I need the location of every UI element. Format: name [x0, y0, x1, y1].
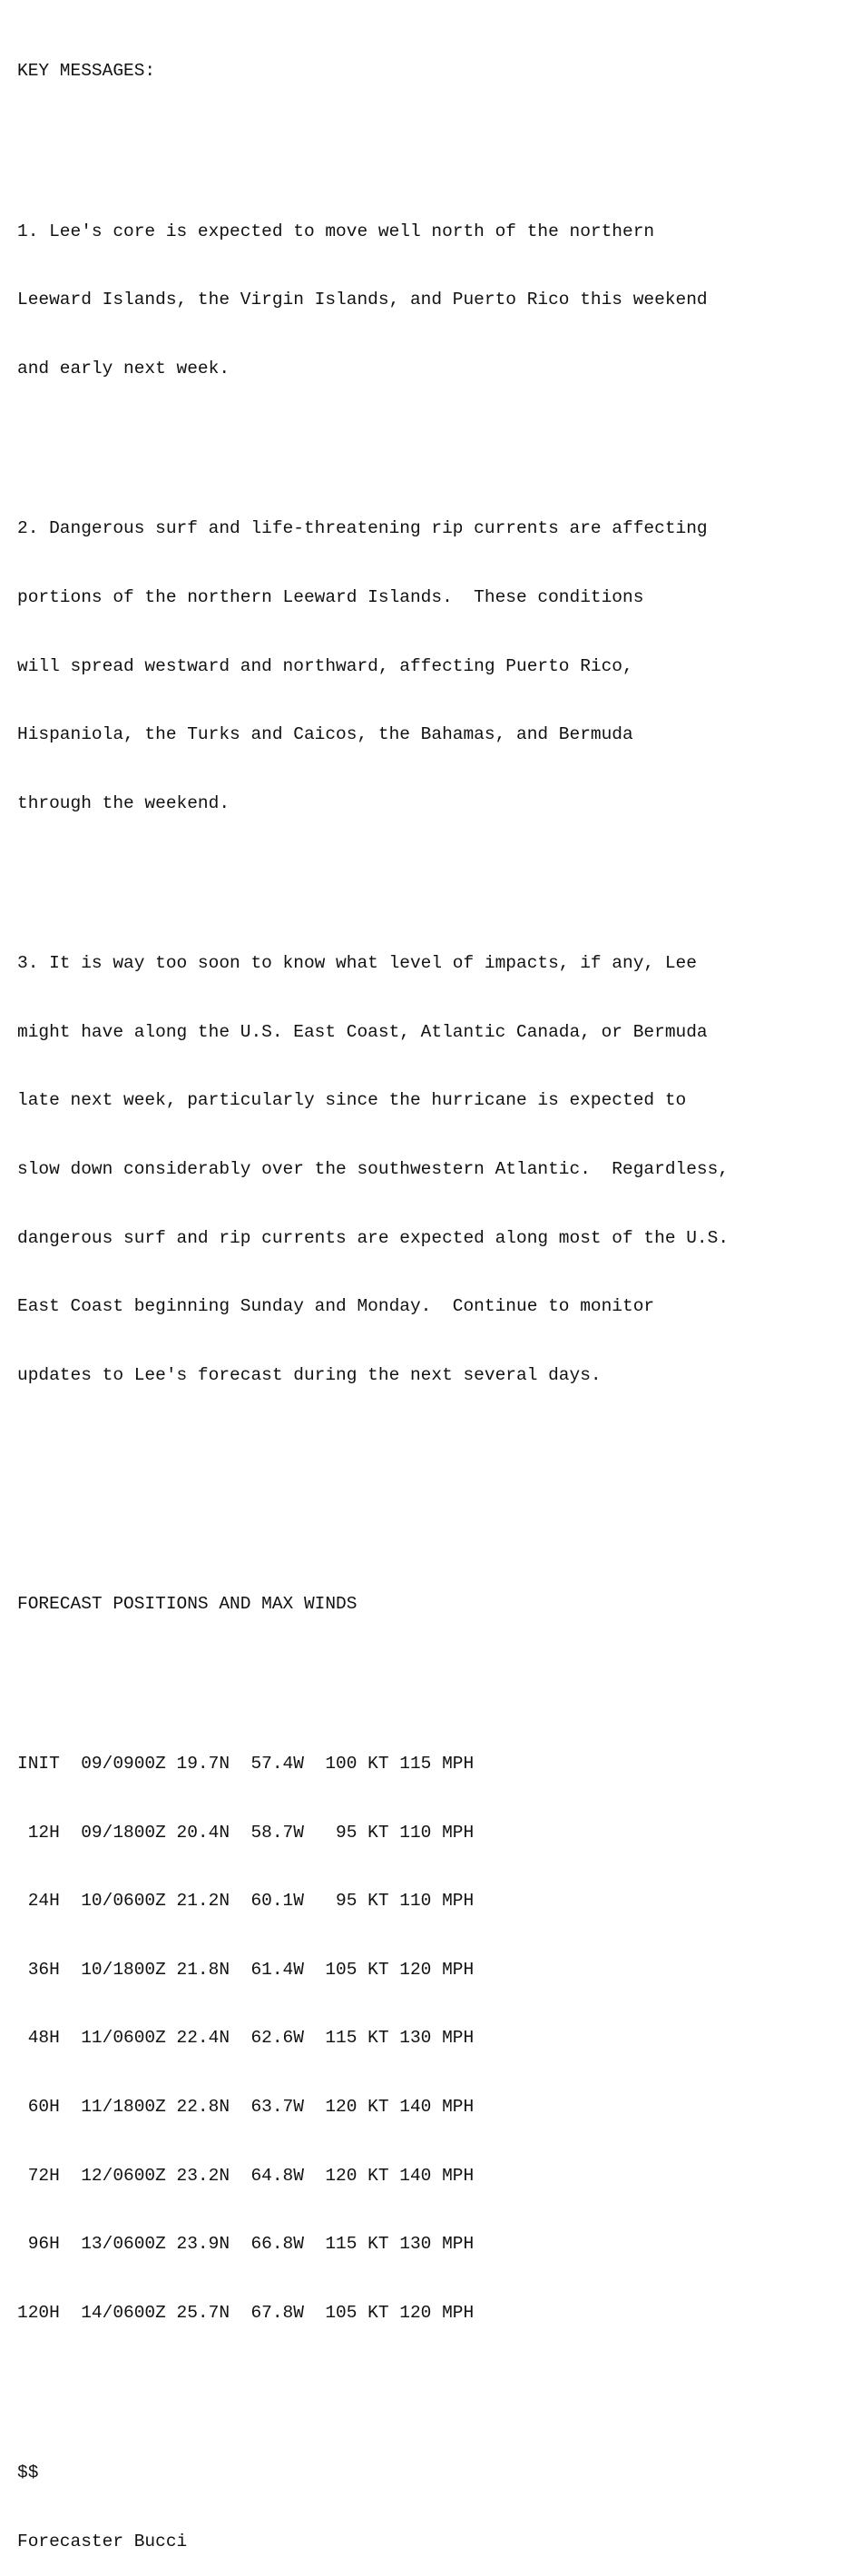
end-marker: $$	[17, 2463, 39, 2483]
forecast-row: 120H 14/0600Z 25.7N 67.8W 105 KT 120 MPH	[17, 2302, 475, 2323]
key-messages-heading: KEY MESSAGES:	[17, 61, 156, 82]
forecast-row: 48H 11/0600Z 22.4N 62.6W 115 KT 130 MPH	[17, 2028, 475, 2049]
spacer	[17, 2370, 729, 2393]
forecaster-signature: Forecaster Bucci	[17, 2531, 188, 2551]
forecast-row: 72H 12/0600Z 23.2N 64.8W 120 KT 140 MPH	[17, 2165, 475, 2186]
message-2-line: Hispaniola, the Turks and Caicos, the Bahamas, and Bermuda	[17, 724, 633, 745]
spacer	[17, 427, 729, 449]
message-3-line: East Coast beginning Sunday and Monday. Continue to monitor	[17, 1296, 655, 1317]
message-1-line: Leeward Islands, the Virgin Islands, and Puerto Rico this weekend	[17, 290, 708, 310]
message-3-line: updates to Lee's forecast during the next several days.	[17, 1364, 602, 1385]
forecast-row: INIT 09/0900Z 19.7N 57.4W 100 KT 115 MPH	[17, 1754, 475, 1775]
spacer	[17, 860, 729, 883]
forecast-row: 36H 10/1800Z 21.8N 61.4W 105 KT 120 MPH	[17, 1959, 475, 1980]
advisory-document	[17, 15, 729, 2576]
spacer	[17, 129, 729, 152]
spacer	[17, 1501, 729, 1524]
message-1-line: and early next week.	[17, 358, 230, 379]
spacer	[17, 1661, 729, 1684]
forecast-heading: FORECAST POSITIONS AND MAX WINDS	[17, 1593, 358, 1614]
message-3-line: 3. It is way too soon to know what level of impacts, if any, Lee	[17, 953, 697, 974]
message-2-line: portions of the northern Leeward Islands. These conditions	[17, 586, 644, 607]
spacer	[17, 1432, 729, 1455]
message-3-line: slow down considerably over the southwestern Atlantic. Regardless,	[17, 1158, 730, 1179]
message-2-line: 2. Dangerous surf and life-threatening rip currents are affecting	[17, 518, 708, 539]
message-2-line: through the weekend.	[17, 792, 230, 813]
message-1-line: 1. Lee's core is expected to move well north of the northern	[17, 221, 655, 241]
message-2-line: will spread westward and northward, affecting Puerto Rico,	[17, 655, 633, 676]
message-3-line: dangerous surf and rip currents are expected along most of the U.S.	[17, 1227, 730, 1248]
forecast-row: 24H 10/0600Z 21.2N 60.1W 95 KT 110 MPH	[17, 1891, 475, 1912]
forecast-row: 96H 13/0600Z 23.9N 66.8W 115 KT 130 MPH	[17, 2234, 475, 2255]
forecast-row: 12H 09/1800Z 20.4N 58.7W 95 KT 110 MPH	[17, 1822, 475, 1843]
message-3-line: late next week, particularly since the hurricane is expected to	[17, 1090, 687, 1111]
message-3-line: might have along the U.S. East Coast, Atlantic Canada, or Bermuda	[17, 1021, 708, 1042]
forecast-row: 60H 11/1800Z 22.8N 63.7W 120 KT 140 MPH	[17, 2097, 475, 2118]
